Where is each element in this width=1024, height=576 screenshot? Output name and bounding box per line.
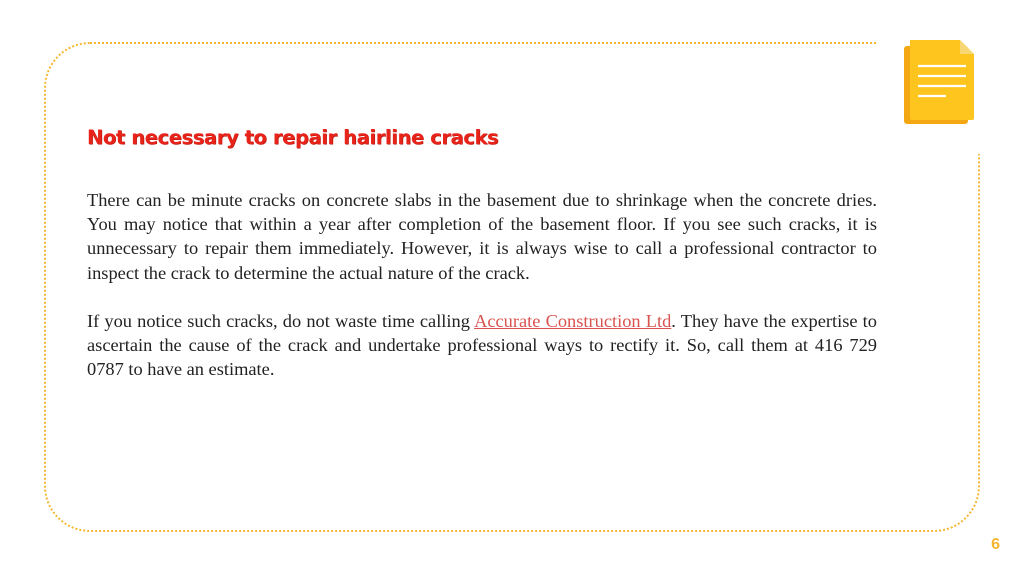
accurate-construction-link[interactable]: Accurate Construction Ltd	[474, 311, 672, 331]
slide-body	[87, 188, 877, 406]
page-number: 6	[991, 536, 1000, 553]
paragraph-intro: There can be minute cracks on concrete slabs in the basement due to shrinkage when the concrete dries. You may notice that within a year after completion of the basement floor. If you see such cracks, it is unnecessary to repair them immediately. However, it is always wise to call a professional contractor to inspect the crack to determine the actual nature of the crack.	[87, 190, 877, 283]
paragraph-contact-lead: If you notice such cracks, do not waste time calling	[87, 311, 475, 331]
document-icon	[902, 38, 978, 126]
paragraph-contact	[87, 309, 877, 382]
slide-heading: Not necessary to repair hairline cracks	[87, 126, 499, 149]
paragraph-contact-tail: . They have the expertise to ascertain the cause of the crack and undertake professional ways to rectify it. So, call them at 416 729 0787 to have an estimate.	[87, 311, 877, 380]
